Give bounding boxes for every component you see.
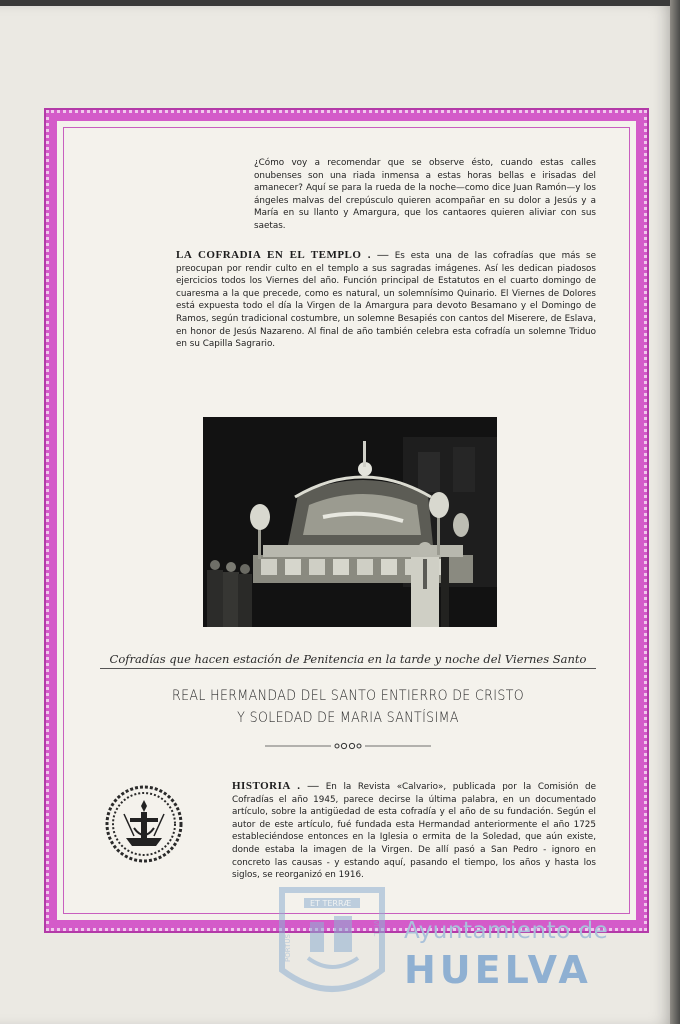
watermark-text-line1: Ayuntamiento de (404, 918, 609, 944)
historia-heading: HISTORIA . — (232, 780, 320, 792)
watermark-seal-right: VIOL (372, 920, 380, 937)
watermark-seal-left: PORTUS (284, 934, 292, 962)
watermark-text-line2: HUELVA (404, 948, 592, 992)
hermandad-emblem-icon (104, 784, 184, 864)
photo-illustration (203, 417, 497, 627)
templo-section (176, 249, 596, 351)
photo-caption: Cofradías que hacen estación de Penitencia en la tarde y noche del Viernes Santo (100, 652, 596, 669)
procession-photo (203, 417, 497, 627)
hermandad-title-line2: Y SOLEDAD DE MARIA SANTÍSIMA (237, 710, 459, 726)
historia-section (232, 780, 596, 882)
page-edge (670, 0, 680, 1024)
intro-paragraph: ¿Cómo voy a recomendar que se observe ésto, cuando estas calles onubenses son una riada inmensa a estas horas bellas e irisadas del amanecer? Aquí se para la rueda de la noche—como dice Juan Ramón—y los ángeles malvas del crepúsculo quieren acompañar en su dolor a Jesús y a María en su llanto y Amargura, que los cantaores quieren aliviar con sus saetas. (254, 158, 596, 231)
templo-text: Es esta una de las cofradías que más se preocupan por rendir culto en el templo a sus sagradas imágenes. Así les dedican piadosos ejercicios todos los Viernes del año. Función principal de Estatutos en el cuarto domingo de cuaresma a la que precede, como es natural, un solemnísimo Quinario. El Viernes de Dolores está expuesta todo el día la Virgen de la Amargura para devoto Besamano y el Domingo de Ramos, según tradicional costumbre, un solemne Besapiés con cantos del Miserere, de Eslava, en honor de Jesús Nazareno. Al final de año también celebra esta cofradía un solemne Triduo en su Capilla Sagrario. (176, 251, 596, 350)
historia-text: En la Revista «Calvario», publicada por la Comisión de Cofradías el año 1945, parece decirse la última palabra, en un documentado artículo, sobre la antigüedad de esta cofradía y el año de su fundación. Según el autor de este artículo, fué fundada esta Hermandad anteriormente el año 1725 estableciéndose entonces en la Iglesia o ermita de la Soledad, que aún existe, donde estaba la imagen de la Virgen. De allí pasó a San Pedro - ignoro en concreto las causas - y estando aquí, pasando el tiempo, los años y hasta los siglos, se reorganizó en 1916. (232, 782, 597, 881)
ornamental-divider (265, 740, 431, 752)
watermark-seal-top: ET TERRÆ (310, 899, 352, 908)
hermandad-title-line1: REAL HERMANDAD DEL SANTO ENTIERRO DE CRISTO (171, 688, 525, 704)
templo-heading: LA COFRADIA EN EL TEMPLO . — (176, 249, 389, 261)
